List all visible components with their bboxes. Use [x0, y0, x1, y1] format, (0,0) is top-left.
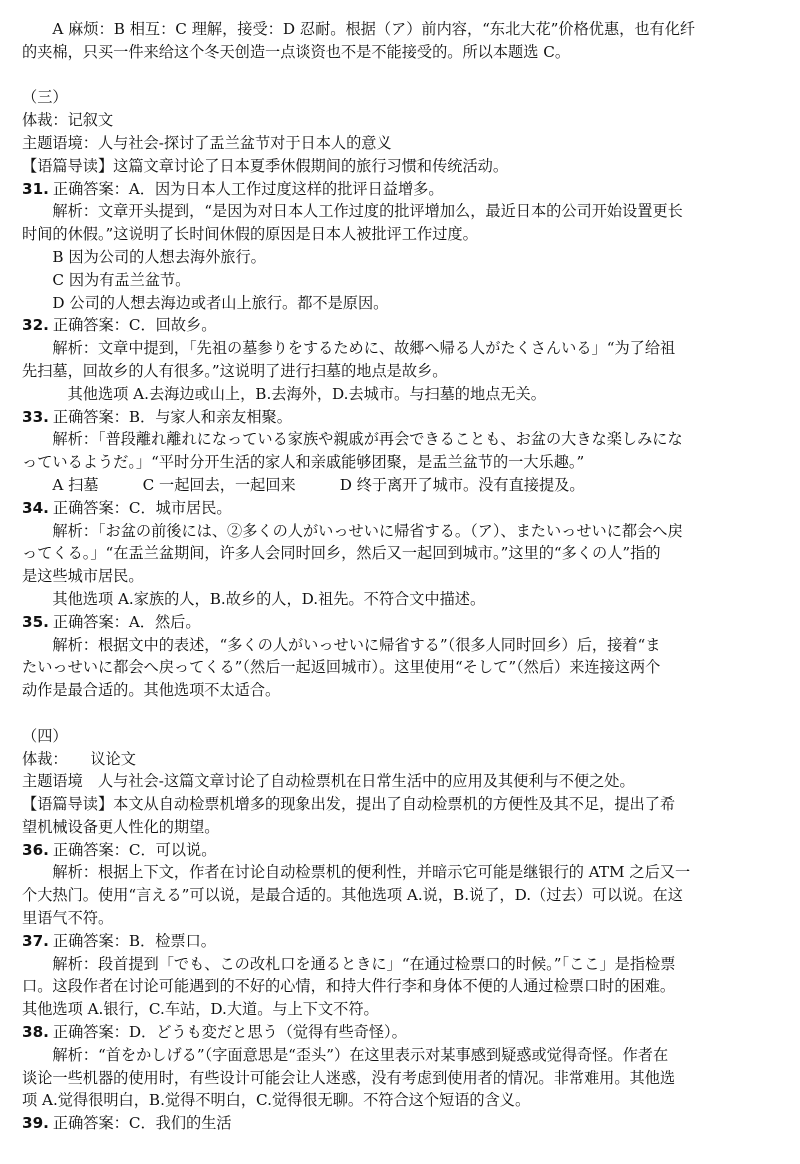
section-gap [22, 64, 780, 87]
q33-option-d: D 终于离开了城市。没有直接提及。 [339, 475, 585, 494]
q38-analysis-1: 解析：“首をかしげる”（字面意思是“歪头”）在这里表示对某事感到疑惑或觉得奇怪。作者在 [52, 1045, 669, 1064]
q38-answer-text: 正确答案：D．どうも変だと思う（觉得有些奇怪）。 [52, 1023, 407, 1042]
q39-answer-text: 正确答案：C．我们的生活 [52, 1114, 232, 1133]
q35-analysis-1: 解析：根据文中的表述，“多くの人がいっせいに帰省する”（很多人同时回乡）后，接着“ま [52, 635, 661, 654]
q36-answer-text: 正确答案：C．可以说。 [52, 840, 217, 859]
section4-guide-2: 望机械设备更人性化的期望。 [22, 817, 220, 836]
section3-heading: （三） [22, 88, 68, 107]
q33-option-c: C 一起回去，一起回来 [142, 475, 296, 494]
q31-analysis-2: 时间的休假。”这说明了长时间休假的原因是日本人被批评工作过度。 [22, 225, 478, 244]
q33-analysis-1: 解析：「普段離れ離れになっている家族や親戚が再会できることも、お盆の大きな楽しみにな [52, 430, 683, 449]
q37-analysis-3: 其他选项 A.银行，C.车站，D.大道。与上下文不符。 [22, 1000, 379, 1019]
q33-answer-text: 正确答案：B．与家人和亲友相聚。 [52, 407, 292, 426]
q33-option-a: A 扫墓 [52, 475, 99, 494]
q37-answer [22, 930, 780, 953]
q36-analysis-1: 解析：根据上下文，作者在讨论自动检票机的便利性，并暗示它可能是继银行的 ATM 之后又一 [52, 863, 691, 882]
section-gap [22, 702, 780, 725]
q33-options [22, 474, 780, 497]
q34-answer [22, 497, 780, 520]
q32-answer [22, 314, 780, 337]
intro-line-1: A 麻烦：B 相互：C 理解，接受：D 忍耐。根据（ア）前内容，“东北大花”价格优惠，也有化纤 [52, 20, 696, 38]
q31-answer [22, 178, 780, 201]
intro-line-2: 的夹棉，只买一件来给这个冬天创造一点谈资也不是不能接受的。所以本题选 C。 [22, 42, 571, 61]
q33-answer [22, 406, 780, 429]
section4-theme: 主题语境 人与社会-这篇文章讨论了自动检票机在日常生活中的应用及其便利与不便之处。 [22, 772, 635, 791]
q34-number: 34. [22, 498, 49, 517]
q33-number: 33. [22, 407, 49, 426]
q38-analysis-3: 项 A.觉得很明白，B.觉得不明白，C.觉得很无聊。不符合这个短语的含义。 [22, 1091, 531, 1110]
q31-analysis-1: 解析：文章开头提到，“是因为对日本人工作过度的批评增加么，最近日本的公司开始设置更长 [52, 202, 683, 221]
q35-analysis-2: たいっせいに都会へ戻ってくる”（然后一起返回城市）。这里使用“そして”（然后）来连接这两个 [22, 658, 661, 677]
q35-number: 35. [22, 612, 49, 631]
q37-analysis-1: 解析：段首提到「でも、この改札口を通るときに」“在通过检票口的时候。”「ここ」是指检票 [52, 954, 676, 973]
q34-analysis-3: 是这些城市居民。 [22, 567, 144, 586]
q39-answer [22, 1112, 780, 1135]
q38-answer [22, 1021, 780, 1044]
section3-genre: 体裁：记叙文 [22, 111, 114, 130]
q37-number: 37. [22, 931, 49, 950]
q35-answer-text: 正确答案：A．然后。 [52, 612, 201, 631]
q36-analysis-3: 里语气不符。 [22, 909, 114, 928]
q35-answer [22, 611, 780, 634]
q34-other-options: 其他选项 A.家族的人，B.故乡的人，D.祖先。不符合文中描述。 [52, 589, 486, 608]
q32-other-options: 其他选项 A.去海边或山上，B.去海外，D.去城市。与扫墓的地点无关。 [67, 384, 546, 403]
section4-heading: （四） [22, 726, 68, 745]
q37-answer-text: 正确答案：B．检票口。 [52, 931, 216, 950]
q31-number: 31. [22, 179, 49, 198]
q33-analysis-2: っているようだ。」“平时分开生活的家人和亲戚能够团聚，是盂兰盆节的一大乐趣。” [22, 453, 585, 472]
q34-answer-text: 正确答案：C．城市居民。 [52, 498, 232, 517]
section3-theme: 主题语境：人与社会-探讨了盂兰盆节对于日本人的意义 [22, 133, 392, 152]
q37-analysis-2: 口。这段作者在讨论可能遇到的不好的心情，和持大件行李和身体不便的人通过检票口时的困难。 [22, 977, 676, 996]
q31-answer-text: 正确答案：A．因为日本人工作过度这样的批评日益增多。 [52, 179, 444, 198]
q31-option-d: D 公司的人想去海边或者山上旅行。都不是原因。 [52, 293, 389, 312]
q34-analysis-2: ってくる。」“在盂兰盆期间，许多人会同时回乡，然后又一起回到城市。”这里的“多くの人”指的 [22, 544, 661, 563]
q38-analysis-2: 谈论一些机器的使用时，有些设计可能会让人迷惑，没有考虑到使用者的情况。非常难用。其他选 [22, 1068, 676, 1087]
q31-option-b: B 因为公司的人想去海外旅行。 [52, 247, 266, 266]
q32-analysis-2: 先扫墓，回故乡的人有很多。”这说明了进行扫墓的地点是故乡。 [22, 361, 448, 380]
q38-number: 38. [22, 1023, 49, 1042]
section4-genre: 体裁： 议论文 [22, 749, 136, 768]
q39-number: 39. [22, 1114, 49, 1133]
section3-guide: 【语篇导读】这篇文章讨论了日本夏季休假期间的旅行习惯和传统活动。 [22, 156, 508, 175]
q31-option-c: C 因为有盂兰盆节。 [52, 270, 191, 289]
q32-number: 32. [22, 316, 49, 335]
q34-analysis-1: 解析：「お盆の前後には、②多くの人がいっせいに帰省する。（ア）、またいっせいに都会へ戻 [52, 521, 683, 540]
q32-analysis-1: 解析：文章中提到，「先祖の墓参りをするために、故郷へ帰る人がたくさんいる」“为了给祖 [52, 339, 676, 358]
q36-answer [22, 839, 780, 862]
q36-analysis-2: 个大热门。使用“言える”可以说，是最合适的。其他选项 A.说，B.说了，D.（过去）可以说。在这 [22, 886, 683, 905]
section4-guide-1: 【语篇导读】本文从自动检票机增多的现象出发，提出了自动检票机的方便性及其不足，提出了希 [22, 795, 676, 814]
q36-number: 36. [22, 840, 49, 859]
q32-answer-text: 正确答案：C．回故乡。 [52, 316, 217, 335]
q35-analysis-3: 动作是最合适的。其他选项不太适合。 [22, 681, 281, 700]
